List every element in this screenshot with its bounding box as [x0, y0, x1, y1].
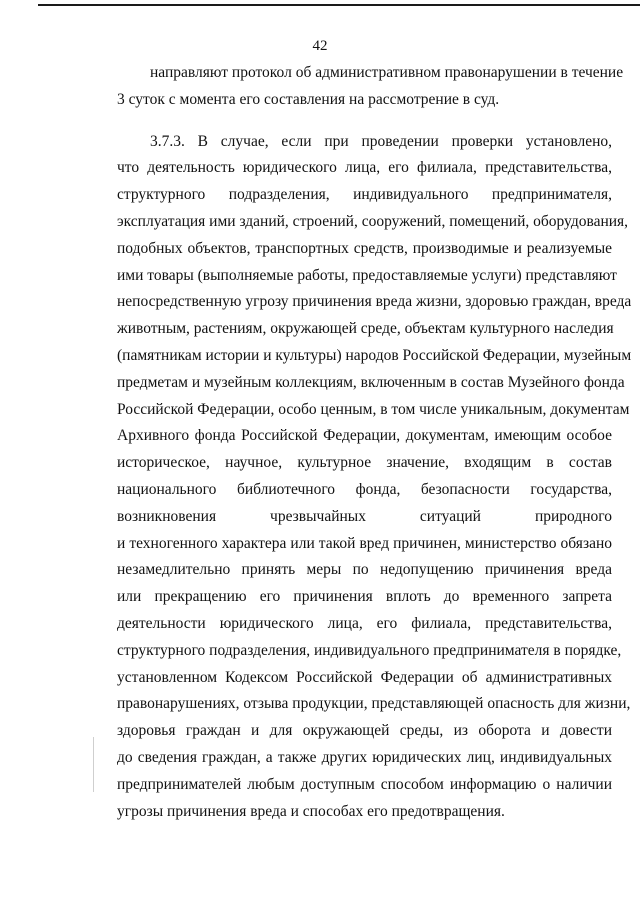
text-line: животным, растениям, окружающей среде, объектам культурного наследия [117, 320, 614, 338]
scan-margin-mark [93, 737, 94, 792]
text-line: 3 суток с момента его составления на рассмотрение в суд. [117, 90, 500, 108]
paragraph-continuation [117, 60, 624, 114]
paragraph-gap [117, 114, 612, 129]
text-line: предметам и музейным коллекциям, включенным в состав Музейного фонда [117, 373, 625, 391]
text-line: подобных объектов, транспортных средств, производимые и реализуемые [117, 239, 612, 257]
text-line: Архивного фонда Российской Федерации, документам, имеющим особое [117, 427, 612, 445]
text-line: что деятельность юридического лица, его филиала, представительства, [117, 159, 612, 177]
text-line: угрозы причинения вреда и способах его предотвращения. [117, 802, 505, 820]
text-line: предпринимателей любым доступным способом информацию о наличии [117, 775, 612, 793]
text-line: или прекращению его причинения вплоть до временного запрета [117, 588, 612, 606]
top-rule [38, 4, 640, 6]
text-line: 3.7.3. В случае, если при проведении проверки установлено, [150, 132, 612, 150]
text-line: и техногенного характера или такой вред причинен, министерство обязано [117, 534, 612, 552]
text-line: (памятникам истории и культуры) народов Российской Федерации, музейным [117, 346, 632, 364]
text-line: направляют протокол об административном правонарушении в течение [150, 64, 624, 81]
paragraph-clause-3-7-3 [117, 129, 632, 826]
text-line: структурного подразделения, индивидуального предпринимателя в порядке, [117, 641, 622, 659]
text-line: непосредственную угрозу причинения вреда жизни, здоровью граждан, вреда [117, 293, 632, 311]
text-line: установленном Кодексом Российской Федерации об административных [117, 668, 612, 686]
body-text [117, 60, 632, 825]
text-line: деятельности юридического лица, его филиала, представительства, [117, 614, 612, 632]
text-line: правонарушениях, отзыва продукции, представляющей опасность для жизни, [117, 695, 631, 713]
text-line: структурного подразделения, индивидуального предпринимателя, [117, 186, 612, 204]
text-line: национального библиотечного фонда, безопасности государства, [117, 480, 612, 498]
text-line: эксплуатация ими зданий, строений, сооружений, помещений, оборудования, [117, 212, 629, 230]
page-number: 42 [312, 38, 328, 54]
text-line: историческое, научное, культурное значение, входящим в состав [117, 454, 612, 472]
text-line: Российской Федерации, особо ценным, в том числе уникальным, документам [117, 400, 630, 418]
text-line: незамедлительно принять меры по недопущению причинения вреда [117, 561, 612, 579]
text-line: возникновения чрезвычайных ситуаций природного [117, 507, 612, 525]
text-line: до сведения граждан, а также других юридических лиц, индивидуальных [117, 748, 612, 766]
text-line: здоровья граждан и для окружающей среды, из оборота и довести [117, 722, 612, 740]
text-line: ими товары (выполняемые работы, предоставляемые услуги) представляют [117, 266, 617, 284]
